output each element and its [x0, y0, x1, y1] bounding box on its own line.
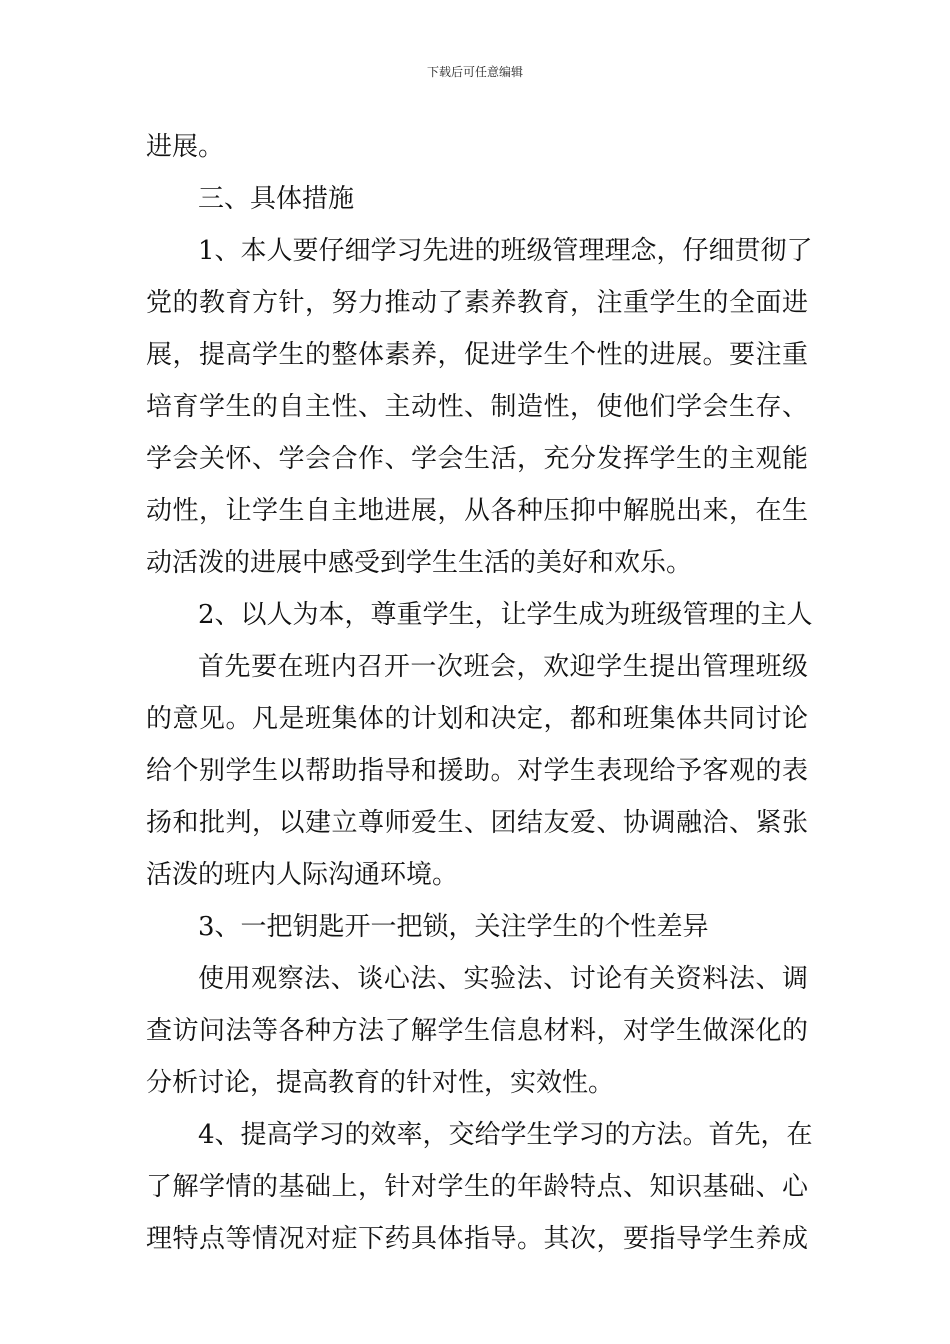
text-line: 进展。 — [146, 132, 225, 162]
text-line: 了解学情的基础上，针对学生的年龄特点、知识基础、心 — [146, 1172, 808, 1202]
section-heading: 三、具体措施 — [198, 184, 355, 214]
text-line: 给个别学生以帮助指导和援助。对学生表现给予客观的表 — [146, 756, 808, 786]
text-line: 动性，让学生自主地进展，从各种压抑中解脱出来，在生 — [146, 496, 808, 526]
text-line: 扬和批判，以建立尊师爱生、团结友爱、协调融洽、紧张 — [146, 808, 808, 838]
text-line: 1、本人要仔细学习先进的班级管理理念，仔细贯彻了 — [198, 236, 813, 266]
text-line: 学会关怀、学会合作、学会生活，充分发挥学生的主观能 — [146, 444, 808, 474]
text-line: 党的教育方针，努力推动了素养教育，注重学生的全面进 — [146, 288, 808, 318]
text-line: 的意见。凡是班集体的计划和决定，都和班集体共同讨论 — [146, 704, 808, 734]
text-line: 使用观察法、谈心法、实验法、讨论有关资料法、调 — [198, 964, 808, 994]
text-line: 培育学生的自主性、主动性、制造性，使他们学会生存、 — [146, 392, 808, 422]
text-line: 理特点等情况对症下药具体指导。其次，要指导学生养成 — [146, 1224, 808, 1254]
text-line: 首先要在班内召开一次班会，欢迎学生提出管理班级 — [198, 652, 808, 682]
document-body — [146, 121, 813, 1265]
text-line: 3、一把钥匙开一把锁，关注学生的个性差异 — [198, 912, 709, 942]
text-line: 2、以人为本，尊重学生，让学生成为班级管理的主人 — [198, 600, 813, 630]
text-line: 活泼的班内人际沟通环境。 — [146, 860, 459, 890]
text-line: 动活泼的进展中感受到学生生活的美好和欢乐。 — [146, 548, 693, 578]
page-header: 下载后可任意编辑 — [426, 65, 523, 79]
text-line: 分析讨论，提高教育的针对性，实效性。 — [146, 1068, 615, 1098]
text-line: 查访问法等各种方法了解学生信息材料，对学生做深化的 — [146, 1016, 808, 1046]
text-line: 展，提高学生的整体素养，促进学生个性的进展。要注重 — [146, 340, 808, 370]
text-line: 4、提高学习的效率，交给学生学习的方法。首先，在 — [198, 1120, 813, 1150]
